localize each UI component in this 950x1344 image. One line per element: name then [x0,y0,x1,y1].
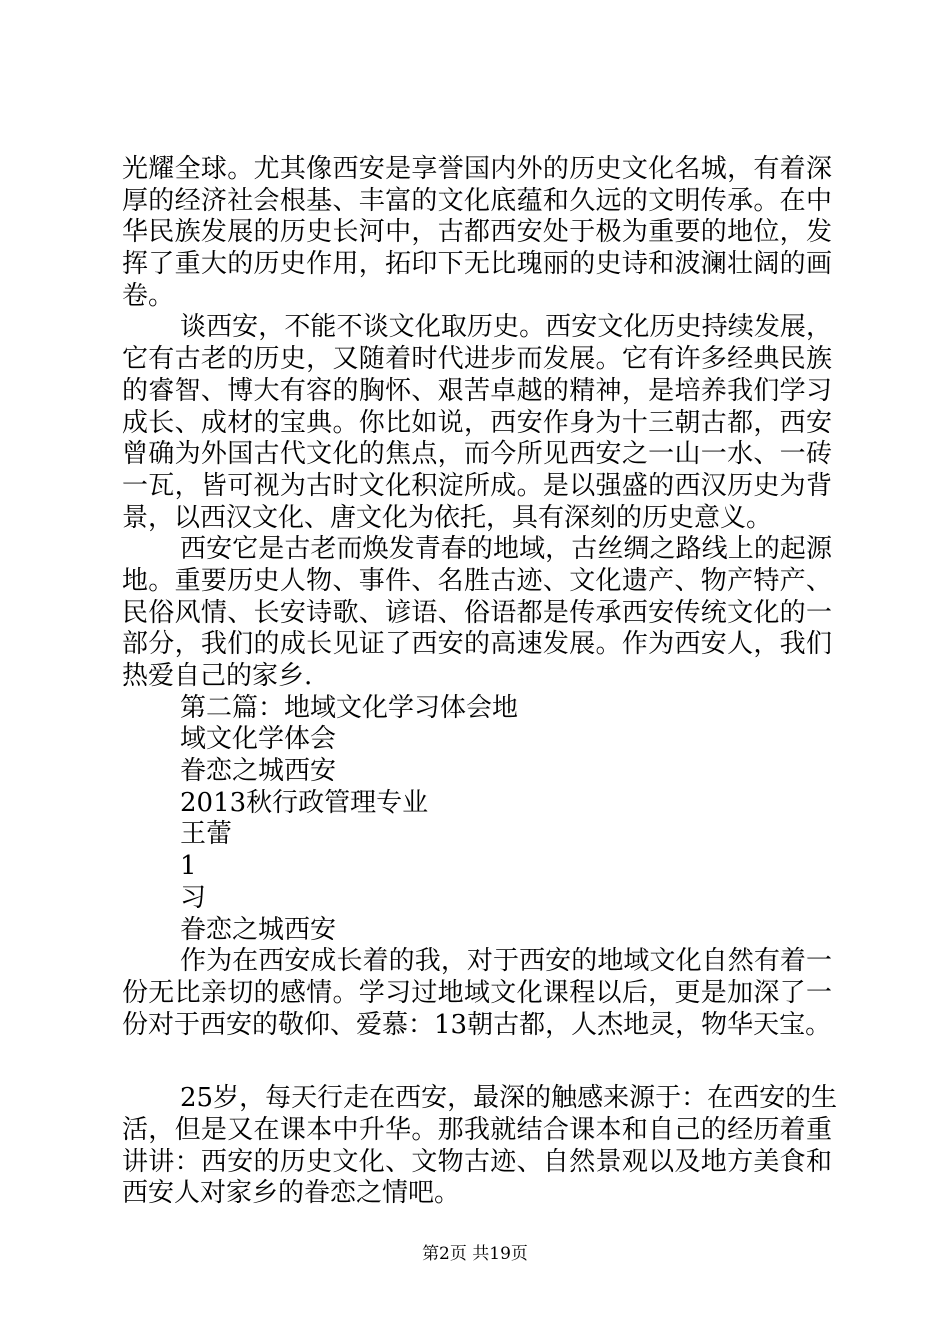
text-line: 25岁，每天行走在西安，最深的触感来源于：在西安的生 [180,1083,838,1114]
text-line: 华民族发展的历史长河中，古都西安处于极为重要的地位，发 [122,217,832,248]
text-line: 作为在西安成长着的我，对于西安的地域文化自然有着一 [180,946,832,977]
text-line: 活，但是又在课本中升华。那我就结合课本和自己的经历着重 [122,1114,832,1145]
paragraph-ancient-city [122,534,832,692]
page-number-footer: 第2页 共19页 [422,1244,528,1264]
paragraph-continuation [122,154,832,312]
section-title-continuation: 域文化学体会 [180,724,337,755]
text-line: 曾确为外国古代文化的焦点，而今所见西安之一山一水、一砖 [122,439,832,470]
paragraph-age-25 [122,1083,838,1210]
text-line: 光耀全球。尤其像西安是享誉国内外的历史文化名城，有着深 [122,154,832,184]
essay-title-repeat: 眷恋之城西安 [180,914,337,945]
paragraph-growing-up [122,946,832,1041]
author-name: 王蕾 [180,819,233,850]
stray-character: 习 [180,882,207,913]
text-line: 谈西安，不能不谈文化取历史。西安文化历史持续发展， [180,312,832,343]
text-line: 地。重要历史人物、事件、名胜古迹、文化遗产、物产特产、 [122,565,832,596]
paragraph-culture-history [122,312,832,534]
text-line: 西安人对家乡的眷恋之情吧。 [122,1178,461,1209]
text-line: 份无比亲切的感情。学习过地域文化课程以后，更是加深了一 [122,977,832,1008]
essay-title: 眷恋之城西安 [180,756,337,787]
text-line: 卷。 [122,280,175,311]
text-line: 一瓦，皆可视为古时文化积淀所成。是以强盛的西汉历史为背 [122,470,832,501]
text-line: 挥了重大的历史作用，拓印下无比瑰丽的史诗和波澜壮阔的画 [122,249,832,280]
document-body [122,154,838,1210]
text-line: 民俗风情、长安诗歌、谚语、俗语都是传承西安传统文化的一 [122,597,832,628]
section-heading-block [122,693,832,947]
text-line: 部分，我们的成长见证了西安的高速发展。作为西安人，我们 [122,629,832,660]
author-class: 2013秋行政管理专业 [180,787,429,818]
text-line: 它有古老的历史，又随着时代进步而发展。它有许多经典民族 [122,344,832,375]
text-line: 西安它是古老而焕发青春的地域，古丝绸之路线上的起源 [180,534,832,565]
text-line: 厚的经济社会根基、丰富的文化底蕴和久远的文明传承。在中 [122,185,832,216]
text-line: 景，以西汉文化、唐文化为依托，具有深刻的历史意义。 [122,502,773,533]
section-title: 第二篇：地域文化学习体会地 [180,692,519,723]
stray-number: 1 [180,851,197,882]
text-line: 份对于西安的敬仰、爱慕：13朝古都，人杰地灵，物华天宝。 [122,1009,832,1040]
text-line: 成长、成材的宝典。你比如说，西安作身为十三朝古都，西安 [122,407,832,438]
text-line: 的睿智、博大有容的胸怀、艰苦卓越的精神，是培养我们学习 [122,375,832,406]
text-line: 讲讲：西安的历史文化、文物古迹、自然景观以及地方美食和 [122,1146,832,1177]
paragraph-gap [122,1041,832,1083]
text-line: 热爱自己的家乡. [122,661,313,691]
